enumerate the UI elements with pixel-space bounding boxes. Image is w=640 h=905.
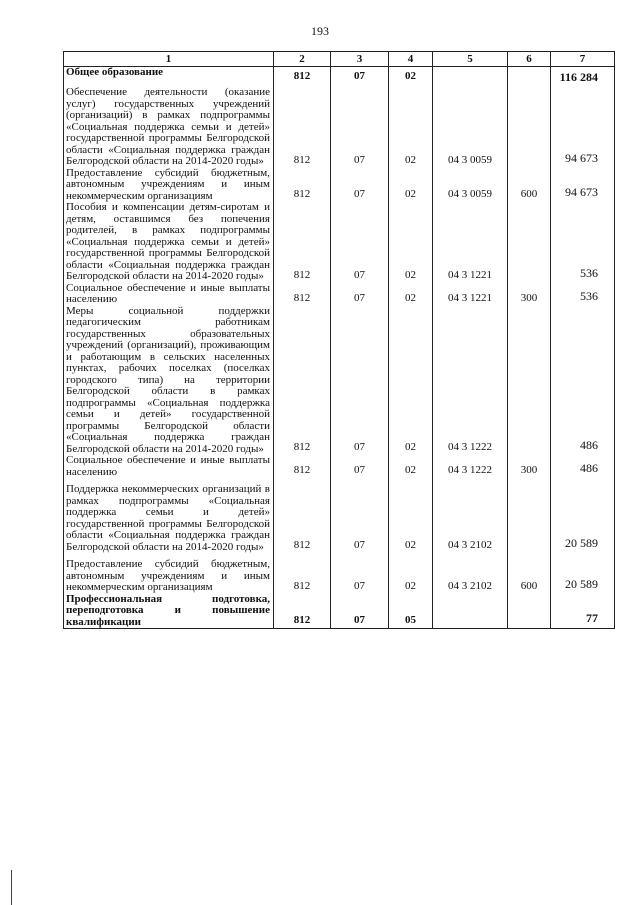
row-subsection-code: 02 [389, 168, 433, 203]
row-description: Профессиональная подготовка, переподготовка и повышение квалификации [64, 594, 274, 629]
row-description: Предоставление субсидий бюджетным, автономным учреждениям и иным некоммерческим организациям [64, 168, 274, 203]
table-header-row [64, 52, 615, 67]
column-header-7: 7 [551, 52, 615, 67]
row-subsection-code: 02 [389, 306, 433, 456]
row-ministry-code: 812 [274, 67, 331, 88]
row-section-code: 07 [331, 553, 389, 594]
table-row [64, 594, 615, 629]
row-description: Меры социальной поддержки педагогическим работникам государственных образовательных учреждений (организаций), проживающим и работающим в сельских населенных пунктах, рабочих поселках (поселках городского типа) на территории Белгородской области в рамках подпрограммы «Социальная поддержка семьи и детей» государственной программы Белгородской области «Социальная поддержка граждан Белгородской области на 2014-2020 годы» [64, 306, 274, 456]
row-target-article: 04 3 1222 [433, 455, 508, 478]
row-subsection-code: 02 [389, 553, 433, 594]
row-section-code: 07 [331, 478, 389, 553]
row-ministry-code: 812 [274, 478, 331, 553]
row-ministry-code: 812 [274, 594, 331, 629]
row-ministry-code: 812 [274, 553, 331, 594]
row-amount: 20 589 [551, 553, 615, 594]
table-row [64, 306, 615, 456]
row-amount: 536 [551, 283, 615, 306]
row-subsection-code: 02 [389, 67, 433, 88]
row-expense-type: 600 [508, 168, 551, 203]
row-amount: 116 284 [551, 67, 615, 88]
column-header-1: 1 [64, 52, 274, 67]
column-header-6: 6 [508, 52, 551, 67]
page-number: 193 [311, 24, 329, 38]
row-expense-type [508, 202, 551, 283]
column-header-5: 5 [433, 52, 508, 67]
row-ministry-code: 812 [274, 87, 331, 168]
row-section-code: 07 [331, 455, 389, 478]
row-section-code: 07 [331, 594, 389, 629]
row-amount: 536 [551, 202, 615, 283]
column-header-3: 3 [331, 52, 389, 67]
row-amount: 20 589 [551, 478, 615, 553]
row-section-code: 07 [331, 67, 389, 88]
row-amount: 94 673 [551, 168, 615, 203]
row-expense-type [508, 87, 551, 168]
row-description: Социальное обеспечение и иные выплаты населению [64, 283, 274, 306]
row-section-code: 07 [331, 306, 389, 456]
row-amount: 77 [551, 594, 615, 629]
table-row [64, 202, 615, 283]
row-subsection-code: 02 [389, 283, 433, 306]
table-row [64, 553, 615, 594]
row-description: Социальное обеспечение и иные выплаты населению [64, 455, 274, 478]
row-section-code: 07 [331, 87, 389, 168]
row-section-code: 07 [331, 202, 389, 283]
row-expense-type [508, 594, 551, 629]
row-description: Поддержка некоммерческих организаций в рамках подпрограммы «Социальная поддержка семьи и детей» государственной программы Белгородской области «Социальная поддержка граждан Белгородской области на 2014-2020 годы» [64, 478, 274, 553]
table-row [64, 478, 615, 553]
row-section-code: 07 [331, 283, 389, 306]
row-target-article: 04 3 2102 [433, 478, 508, 553]
row-target-article [433, 67, 508, 88]
row-ministry-code: 812 [274, 202, 331, 283]
scan-edge-mark [11, 870, 12, 905]
row-description: Общее образование [64, 67, 274, 88]
row-description: Обеспечение деятельности (оказание услуг) государственных учреждений (организаций) в рамках подпрограммы «Социальная поддержка семьи и детей» государственной программы Белгородской области «Социальная поддержка граждан Белгородской области на 2014-2020 годы» [64, 87, 274, 168]
row-expense-type [508, 306, 551, 456]
row-ministry-code: 812 [274, 283, 331, 306]
row-target-article: 04 3 0059 [433, 87, 508, 168]
row-amount: 486 [551, 455, 615, 478]
row-target-article: 04 3 1221 [433, 202, 508, 283]
row-expense-type [508, 67, 551, 88]
row-ministry-code: 812 [274, 306, 331, 456]
row-subsection-code: 02 [389, 455, 433, 478]
row-expense-type: 600 [508, 553, 551, 594]
row-expense-type: 300 [508, 283, 551, 306]
row-section-code: 07 [331, 168, 389, 203]
column-header-2: 2 [274, 52, 331, 67]
row-target-article: 04 3 0059 [433, 168, 508, 203]
table-row [64, 87, 615, 168]
row-subsection-code: 02 [389, 202, 433, 283]
table-row [64, 67, 615, 88]
row-expense-type: 300 [508, 455, 551, 478]
row-subsection-code: 02 [389, 478, 433, 553]
row-subsection-code: 05 [389, 594, 433, 629]
budget-table [63, 51, 615, 629]
column-header-4: 4 [389, 52, 433, 67]
table-row [64, 168, 615, 203]
table-row [64, 455, 615, 478]
row-target-article [433, 594, 508, 629]
row-target-article: 04 3 1222 [433, 306, 508, 456]
row-target-article: 04 3 1221 [433, 283, 508, 306]
row-amount: 486 [551, 306, 615, 456]
row-subsection-code: 02 [389, 87, 433, 168]
row-ministry-code: 812 [274, 168, 331, 203]
row-expense-type [508, 478, 551, 553]
row-description: Пособия и компенсации детям-сиротам и детям, оставшимся без попечения родителей, в рамках подпрограммы «Социальная поддержка семьи и детей» государственной программы Белгородской области «Социальная поддержка граждан Белгородской области на 2014-2020 годы» [64, 202, 274, 283]
row-description: Предоставление субсидий бюджетным, автономным учреждениям и иным некоммерческим организациям [64, 553, 274, 594]
row-ministry-code: 812 [274, 455, 331, 478]
table-row [64, 283, 615, 306]
row-amount: 94 673 [551, 87, 615, 168]
row-target-article: 04 3 2102 [433, 553, 508, 594]
